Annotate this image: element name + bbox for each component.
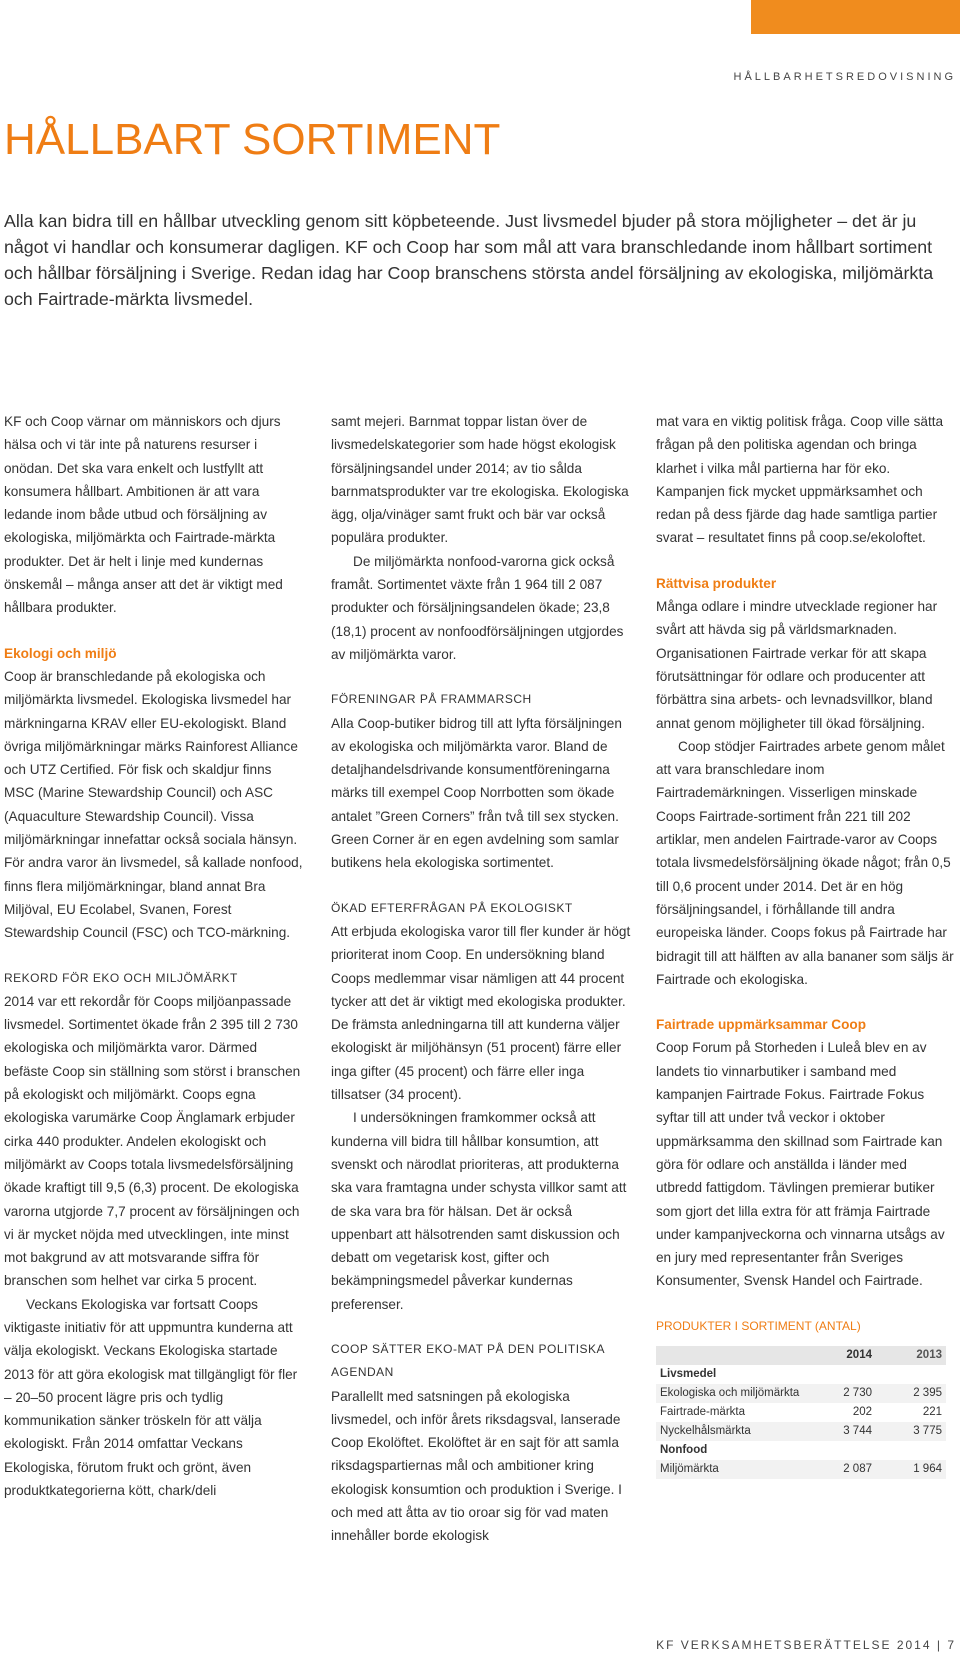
table-group-row <box>656 1441 946 1460</box>
row-label: Ekologiska och miljömärkta <box>656 1384 806 1403</box>
text-column-2 <box>331 410 631 1548</box>
subheading-rekord: REKORD FÖR EKO OCH MILJÖMÄRKT <box>4 970 238 985</box>
year-2013-header: 2013 <box>876 1346 946 1365</box>
table-header-row <box>656 1346 946 1365</box>
body-paragraph: Coop är branschledande på ekologiska och miljömärkta livsmedel. Ekologiska livsmedel har märkningarna KRAV eller EU-ekologiskt. Bland övriga miljömärkningar märks Rainforest Alliance och UTZ Certified. För fisk och skaldjur finns MSC (Marine Stewardship Council) och ASC (Aquaculture Stewardship Council). Vissa miljömärkningar innefattar också sociala hänsyn. För andra varor än livsmedel, så kallade nonfood, finns flera miljömärkningar, bland annat Bra Miljöval, EU Ecolabel, Svanen, Forest Stewardship Council (FSC) och TCO-märkning. <box>4 668 303 941</box>
table-group-row <box>656 1365 946 1384</box>
value-2014: 2 087 <box>806 1460 876 1479</box>
orange-corner-bar <box>751 0 960 34</box>
subheading-efterfragan: ÖKAD EFTERFRÅGAN PÅ EKOLOGISKT <box>331 900 573 915</box>
page-footer: KF VERKSAMHETSBERÄTTELSE 2014 | 7 <box>656 1638 956 1652</box>
table-row <box>656 1384 946 1403</box>
body-paragraph: Veckans Ekologiska var fortsatt Coops viktigaste initiativ för att uppmuntra kunderna att välja ekologiskt. Veckans Ekologiska startade 2013 för att göra ekologisk mat tillgängligt för fler – 20–50 procent lägre pris och tydlig kommunikation sänker tröskeln för att välja ekologiskt. Från 2014 omfattar Veckans Ekologiska, förutom frukt och grönt, även produktkategorierna kött, chark/deli <box>4 1296 298 1499</box>
body-paragraph: Alla Coop-butiker bidrog till att lyfta försäljningen av ekologiska och miljömärkta varor. Bland de detaljhandelsdrivande konsumentföreningarna märks till exempel Coop Norrbotten som ökade antalet ”Green Corners” från två till sex stycken. Green Corner är en egen avdelning som samlar butikens hela ekologiska sortimentet. <box>331 715 622 871</box>
lead-paragraph: Alla kan bidra till en hållbar utveckling genom sitt köpbeteende. Just livsmedel bjuder på stora möjligheter – det är ju något vi handlar och konsumerar dagligen. KF och Coop har som mål att vara branschledande inom hållbart sortiment och hållbar försäljning i Sverige. Redan idag har Coop branschens största andel försäljning av ekologiska, miljömärkta och Fairtrade-märkta livsmedel. <box>4 211 934 309</box>
text-column-3 <box>656 410 956 1479</box>
body-paragraph: Att erbjuda ekologiska varor till fler kunder är högt prioriterat inom Coop. En undersökning bland Coops medlemmar visar nämligen att 44 procent tycker att det är viktigt med ekologiska produkter. De främsta anledningarna till att kunderna väljer ekologiskt är miljöhänsyn (51 procent) färre eller inga gifter (45 procent) och färre eller inga tillsatser (34 procent). <box>331 923 631 1103</box>
body-paragraph: 2014 var ett rekordår för Coops miljöanpassade livsmedel. Sortimentet ökade från 2 395 till 2 730 ekologiska och miljömärkta varor. Därmed befäste Coop sin ställning som störst i branschen på ekologiskt och miljömärkt. Coops egna ekologiska varumärke Coop Änglamark erbjuder cirka 440 produkter. Andelen ekologiskt och miljömärkt av Coops totala livsmedelsförsäljning ökade kraftigt till 9,5 (6,3) procent. De ekologiska varorna utgjorde 7,7 procent av försäljningen och vi är mycket nöjda med utvecklingen, inte minst mot bakgrund av att motsvarande siffra för branschen som helhet var cirka 5 procent. <box>4 993 301 1289</box>
value-2013: 3 775 <box>876 1422 946 1441</box>
subheading-foreningar: FÖRENINGAR PÅ FRAMMARSCH <box>331 692 532 707</box>
body-paragraph: Coop Forum på Storheden i Luleå blev en av landets tio vinnarbutiker i samband med kampanjen Fairtrade Fokus. Fairtrade Fokus syftar till att under två veckor i oktober uppmärksamma den skillnad som Fairtrade kan göra för odlare och anställda i länder med utbredd fattigdom. Tävlingen premierar butiker som gjort det lilla extra för att främja Fairtrade under kampanjveckorna och vinnarna utsågs av en jury med representanter från Sveriges Konsumenter, Svensk Handel och Fairtrade. <box>656 1040 945 1289</box>
row-label: Fairtrade-märkta <box>660 1405 745 1418</box>
section-label: HÅLLBARHETSREDOVISNING <box>733 71 956 83</box>
subheading-agendan: COOP SÄTTER EKO-MAT PÅ DEN POLITISKA AGENDAN <box>331 1341 605 1380</box>
table-row <box>656 1403 946 1422</box>
body-paragraph: De miljömärkta nonfood-varorna gick också framåt. Sortimentet växte från 1 964 till 2 087 produkter och försäljningsandelen ökade; 23,8 (18,1) procent av nonfoodförsäljningen utgjordes av miljömärkta varor. <box>331 553 624 662</box>
year-2014-header: 2014 <box>806 1346 876 1365</box>
value-2014: 202 <box>852 1405 872 1418</box>
table-title: PRODUKTER I SORTIMENT (ANTAL) <box>656 1318 861 1333</box>
product-table <box>656 1346 946 1479</box>
subheading-rattvisa: Rättvisa produkter <box>656 575 777 591</box>
body-paragraph: Parallellt med satsningen på ekologiska livsmedel, och inför årets riksdagsval, lanserade Coop Ekolöftet. Ekolöftet är en sajt för att samla riksdagspartiernas mål och ambitioner kring ekologisk konsumtion och produktion i Sverige. I och med att åtta av tio oroar sig för vad maten innehåller borde ekologisk <box>331 1388 622 1544</box>
body-paragraph: I undersökningen framkommer också att kunderna vill bidra till hållbar konsumtion, att svenskt och närodlat prioriteras, att produkterna ska vara framtagna under schysta villkor samt att de ska vara bra för hälsan. Det är också uppenbart att hälsotrenden samt diskussion och debatt om vegetarisk kost, gifter och bekämpningsmedel påverkar kundernas preferenser. <box>331 1110 627 1312</box>
row-label: Miljömärkta <box>656 1460 806 1479</box>
subheading-ekologi: Ekologi och miljö <box>4 645 117 661</box>
table-row <box>656 1460 946 1479</box>
group-label: Nonfood <box>660 1443 708 1456</box>
body-paragraph: samt mejeri. Barnmat toppar listan över de livsmedelskategorier som hade högst ekologisk försäljningsandel under 2014; av tio sålda barnmatsprodukter var tre ekologiska. Ekologiska ägg, olja/vinäger samt frukt och bär var också populära produkter. <box>331 414 629 546</box>
body-paragraph: Coop stödjer Fairtrades arbete genom målet att vara branschledare inom Fairtrademärkningen. Visserligen minskade Coops Fairtrade-sortiment från 221 till 202 artiklar, men andelen Fairtrade-varor av Coops totala livsmedelsförsäljning ökade något; från 0,5 till 0,6 procent under 2014. Det är en hög försäljningsandel, i förhållande till andra europeiska länder. Coops fokus på Fairtrade har bidragit till att hälften av alla bananer som säljs är Fairtrade och ekologiska. <box>656 738 954 987</box>
page-title: HÅLLBART SORTIMENT <box>4 115 501 164</box>
value-2013: 2 395 <box>876 1384 946 1403</box>
subheading-fairtrade: Fairtrade uppmärksammar Coop <box>656 1017 867 1033</box>
body-paragraph: KF och Coop värnar om människors och djurs hälsa och vi tär inte på naturens resurser i onödan. Det ska vara enkelt och lustfyllt att konsumera hållbart. Ambitionen är att vara ledande inom både utbud och försäljning av ekologiska, miljömärkta och Fairtrade-märkta produkter. Det är helt i linje med kundernas önskemål – många anser att det är viktigt med hållbara produkter. <box>4 414 283 616</box>
value-2013: 1 964 <box>876 1460 946 1479</box>
table-row <box>656 1422 946 1441</box>
row-label: Nyckelhålsmärkta <box>656 1422 806 1441</box>
value-2014: 3 744 <box>806 1422 876 1441</box>
text-column-1 <box>4 410 304 1502</box>
value-2013: 221 <box>922 1405 942 1418</box>
group-label: Livsmedel <box>660 1367 717 1380</box>
body-paragraph: mat vara en viktig politisk fråga. Coop ville sätta frågan på den politiska agendan och bringa klarhet i vilka mål partierna har för eko. Kampanjen fick mycket uppmärksamhet och redan på dess fjärde dag hade samtliga partier svarat – resultatet finns på coop.se/ekoloftet. <box>656 414 944 546</box>
value-2014: 2 730 <box>806 1384 876 1403</box>
body-paragraph: Många odlare i mindre utvecklade regioner har svårt att hävda sig på världsmarknaden. Organisationen Fairtrade verkar för att skapa förutsättningar för odlare och producenter att förbättra sina arbets- och levnadsvillkor, bland annat genom möjligheter till ökad försäljning. <box>656 599 938 731</box>
